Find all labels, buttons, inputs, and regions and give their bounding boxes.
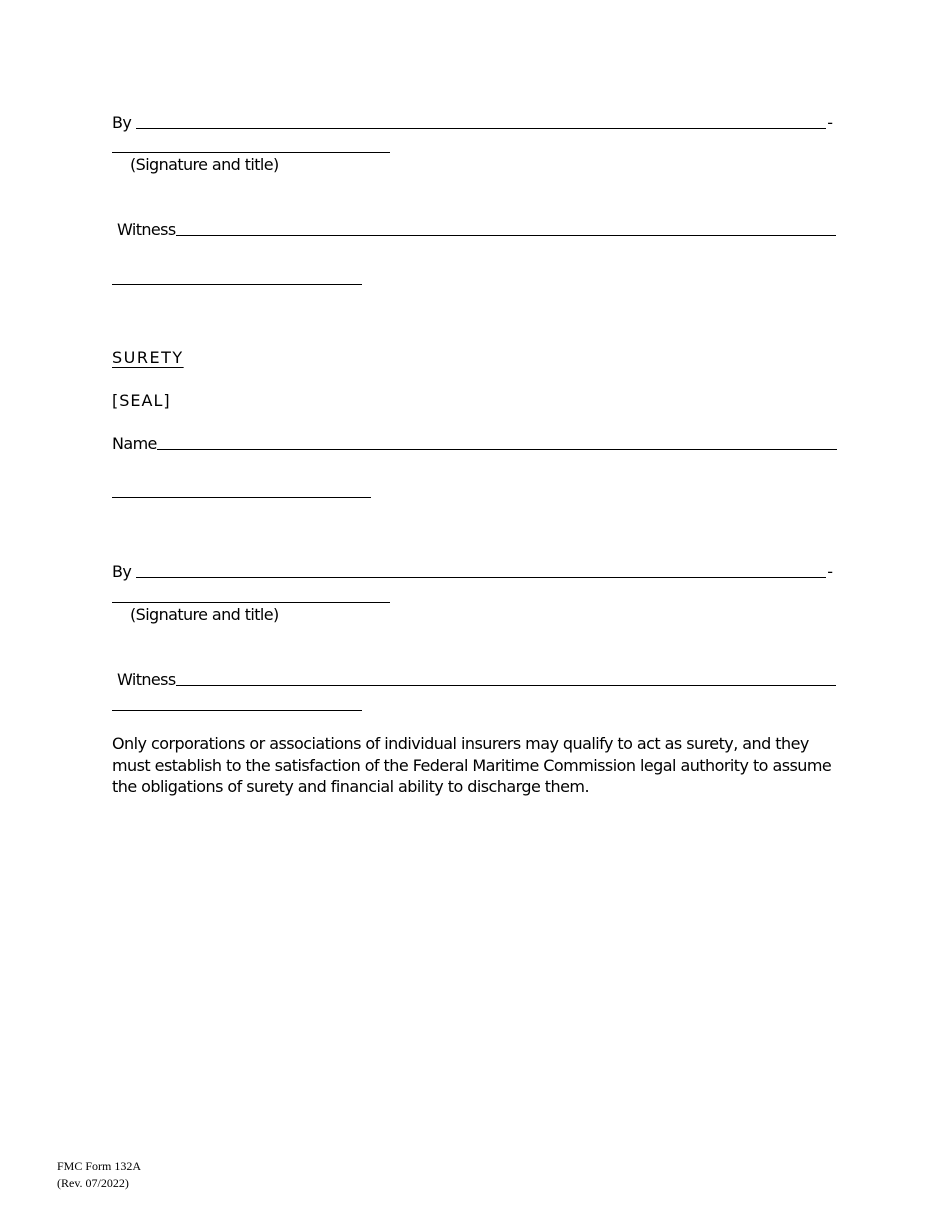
principal-witness-label: Witness — [117, 220, 176, 239]
surety-witness-field[interactable] — [117, 671, 836, 689]
principal-by-label: By — [112, 113, 132, 132]
principal-by-line[interactable] — [136, 128, 826, 129]
footer-revision: (Rev. 07/2022) — [57, 1176, 129, 1190]
principal-by-dash: - — [827, 113, 833, 132]
surety-by-label: By — [112, 562, 132, 581]
principal-signature-caption: (Signature and title) — [130, 155, 279, 174]
surety-by-field[interactable] — [112, 563, 832, 581]
surety-name-line[interactable] — [157, 449, 837, 450]
surety-by-line[interactable] — [136, 577, 826, 578]
surety-signature-caption: (Signature and title) — [130, 605, 279, 624]
principal-witness-line[interactable] — [176, 235, 836, 236]
surety-by-dash: - — [827, 562, 833, 581]
surety-by-continuation-line[interactable] — [112, 602, 390, 603]
surety-witness-line[interactable] — [176, 685, 836, 686]
surety-witness-label: Witness — [117, 670, 176, 689]
principal-by-continuation-line[interactable] — [112, 152, 390, 153]
surety-qualification-note: Only corporations or associations of individual insurers may qualify to act as surety, and they must establish to the satisfaction of the Federal Maritime Commission legal authority to assume the obligations of surety and financial ability to discharge them. — [112, 734, 832, 796]
surety-name-field[interactable] — [112, 435, 837, 453]
principal-witness-continuation-line[interactable] — [112, 284, 362, 285]
footer-form-number: FMC Form 132A — [57, 1159, 142, 1173]
surety-name-label: Name — [112, 434, 157, 453]
surety-seal: [SEAL] — [112, 391, 171, 410]
principal-by-field[interactable] — [112, 114, 832, 132]
surety-name-continuation-line[interactable] — [112, 497, 371, 498]
surety-heading: SURETY — [112, 348, 184, 367]
surety-witness-continuation-line[interactable] — [112, 710, 362, 711]
principal-witness-field[interactable] — [117, 221, 836, 239]
